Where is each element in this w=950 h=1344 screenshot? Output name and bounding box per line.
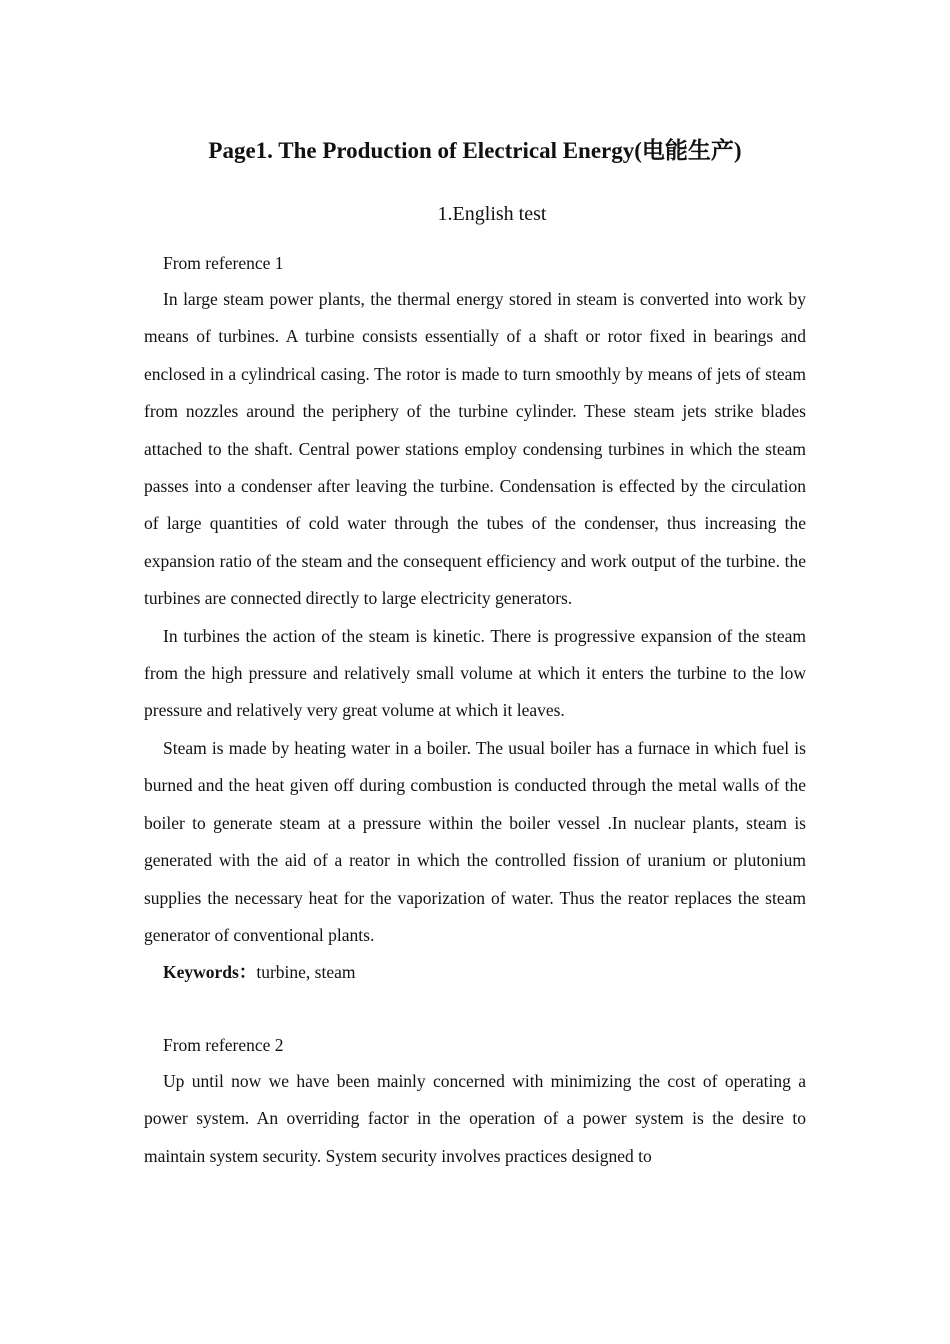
page-title: Page1. The Production of Electrical Energy(电能生产) [208, 138, 742, 163]
reference-1-paragraph-1: In large steam power plants, the thermal energy stored in steam is converted into work by means of turbines. A turbine consists essentially of a shaft or rotor fixed in bearings and enclosed in a cylindrical casing. The rotor is made to turn smoothly by means of jets of steam from nozzles around the periphery of the turbine cylinder. These steam jets strike blades attached to the shaft. Central power stations employ condensing turbines in which the steam passes into a condenser after leaving the turbine. Condensation is effected by the circulation of large quantities of cold water through the tubes of the condenser, thus increasing the expansion ratio of the steam and the consequent efficiency and work output of the turbine. the turbines are connected directly to large electricity generators. [144, 289, 806, 609]
section-heading: 1.English test [437, 203, 547, 225]
document-body [144, 245, 806, 1175]
reference-1-label: From reference 1 [163, 253, 284, 273]
section-spacer [144, 992, 806, 1027]
reference-1-paragraph-2: In turbines the action of the steam is kinetic. There is progressive expansion of the steam from the high pressure and relatively small volume at which it enters the turbine to the low pressure and relatively very great volume at which it leaves. [144, 625, 806, 721]
reference-1-paragraph-3: Steam is made by heating water in a boiler. The usual boiler has a furnace in which fuel is burned and the heat given off during combustion is conducted through the metal walls of the boiler to generate steam at a pressure within the boiler vessel .In nuclear plants, steam is generated with the aid of a reator in which the controlled fission of uranium or plutonium supplies the necessary heat for the vaporization of water. Thus the reator replaces the steam generator of conventional plants. [144, 737, 806, 945]
keywords-label: Keywords： [163, 962, 257, 983]
keywords-value: turbine, steam [256, 962, 356, 983]
keywords-line [144, 954, 806, 991]
reference-2-paragraph-1: Up until now we have been mainly concerned with minimizing the cost of operating a power system. An overriding factor in the operation of a power system is the desire to maintain system security. System security involves practices designed to [144, 1070, 806, 1166]
reference-2-label: From reference 2 [163, 1034, 284, 1055]
